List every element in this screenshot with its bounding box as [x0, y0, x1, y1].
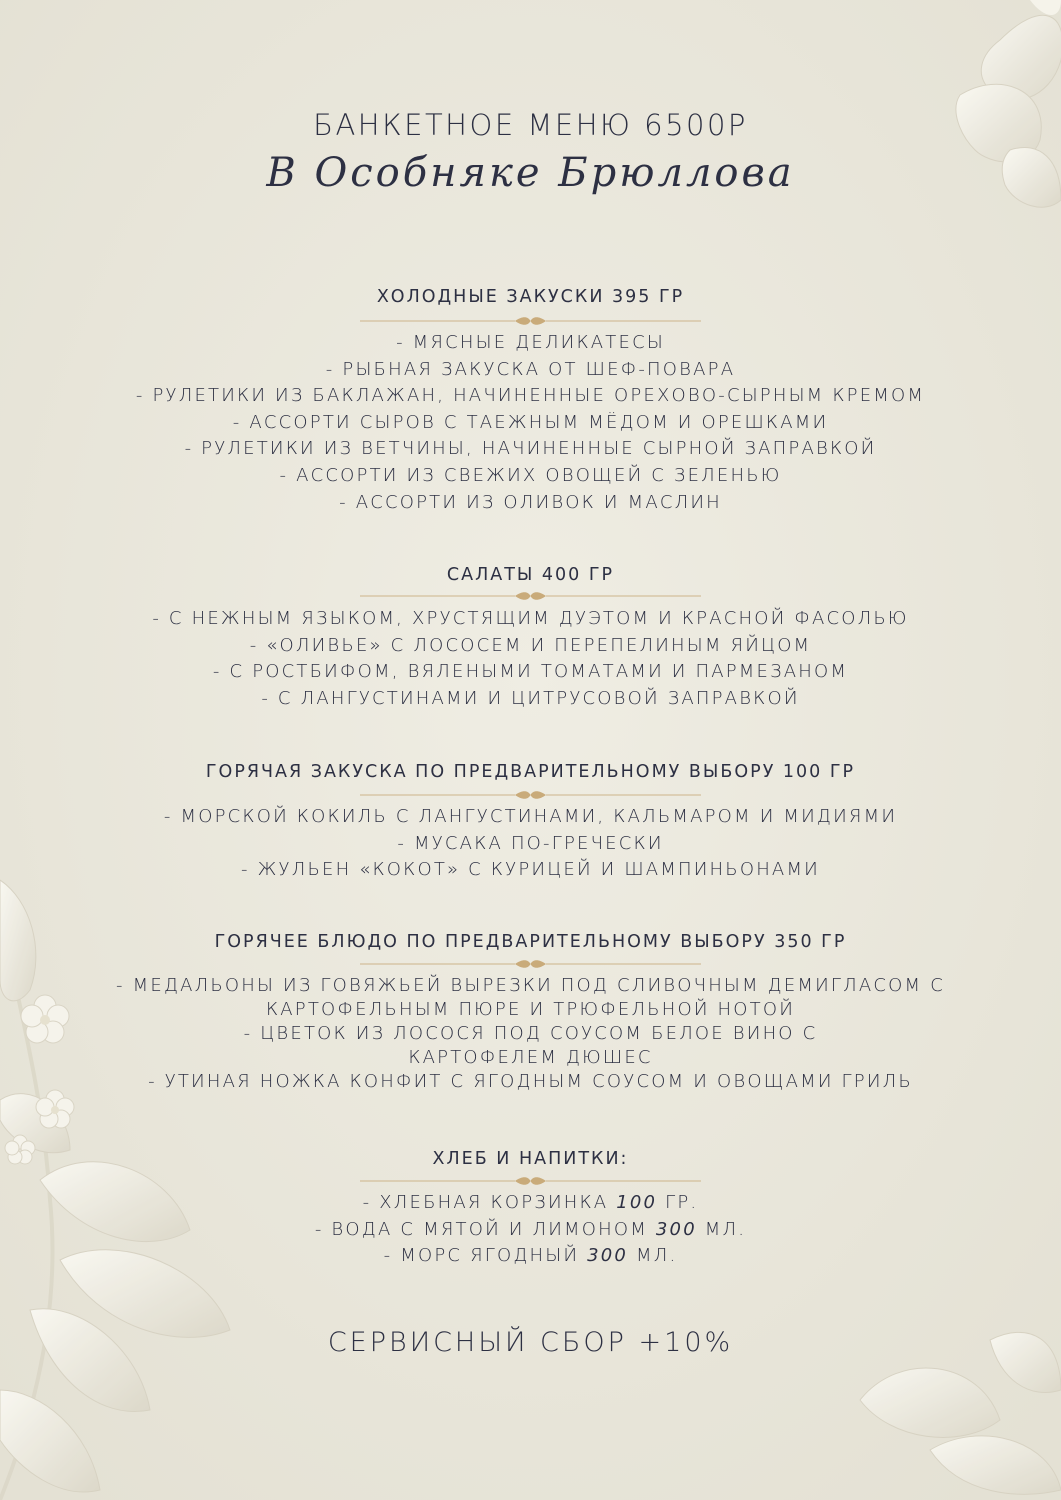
item-name: - ХЛЕБНАЯ КОРЗИНКА	[362, 1192, 617, 1213]
ornament-divider	[350, 790, 711, 800]
menu-item: - РУЛЕТИКИ ИЗ ВЕТЧИНЫ, НАЧИНЕННЫЕ СЫРНОЙ ЗАПРАВКОЙ	[184, 438, 877, 460]
service-charge-note: СЕРВИСНЫЙ СБОР +10%	[327, 1327, 734, 1358]
menu-item: - С РОСТБИФОМ, ВЯЛЕНЫМИ ТОМАТАМИ И ПАРМЕЗАНОМ	[212, 661, 849, 683]
menu-item: - С ЛАНГУСТИНАМИ И ЦИТРУСОВОЙ ЗАПРАВКОЙ	[261, 687, 800, 709]
menu-item: - АССОРТИ ИЗ СВЕЖИХ ОВОЩЕЙ С ЗЕЛЕНЬЮ	[279, 464, 782, 486]
menu-item: - РЫБНАЯ ЗАКУСКА ОТ ШЕФ-ПОВАРА	[325, 358, 736, 380]
menu-item: - ЖУЛЬЕН «КОКОТ» С КУРИЦЕЙ И ШАМПИНЬОНАМИ	[241, 859, 820, 881]
item-unit: МЛ.	[628, 1245, 678, 1267]
menu-item	[0, 1243, 1061, 1270]
item-amount: 100	[616, 1192, 658, 1213]
menu-item: - МУСАКА ПО-ГРЕЧЕСКИ	[397, 832, 664, 854]
menu-item: - УТИНАЯ НОЖКА КОНФИТ С ЯГОДНЫМ СОУСОМ И ОВОЩАМИ ГРИЛЬ	[148, 1071, 913, 1092]
menu-item-continuation: КАРТОФЕЛЕМ ДЮШЕС	[408, 1047, 653, 1068]
section-heading-salads: САЛАТЫ 400 ГР	[446, 565, 615, 585]
section-items-main-course	[0, 974, 1061, 1094]
section-items-hot-appetizer	[0, 804, 1061, 884]
menu-item: - «ОЛИВЬЕ» С ЛОСОСЕМ И ПЕРЕПЕЛИНЫМ ЯЙЦОМ	[249, 634, 812, 656]
item-unit: МЛ.	[696, 1218, 747, 1240]
section-heading-hot-appetizer: ГОРЯЧАЯ ЗАКУСКА ПО ПРЕДВАРИТЕЛЬНОМУ ВЫБОРУ 100 ГР	[205, 762, 856, 782]
menu-item: - С НЕЖНЫМ ЯЗЫКОМ, ХРУСТЯЩИМ ДУЭТОМ И КРАСНОЙ ФАСОЛЬЮ	[152, 608, 909, 629]
menu-item: - МОРСКОЙ КОКИЛЬ С ЛАНГУСТИНАМИ, КАЛЬМАРОМ И МИДИЯМИ	[163, 806, 898, 827]
menu-item: - РУЛЕТИКИ ИЗ БАКЛАЖАН, НАЧИНЕННЫЕ ОРЕХОВО-СЫРНЫМ КРЕМОМ	[135, 385, 926, 407]
section-heading-bread-drinks: ХЛЕБ И НАПИТКИ:	[432, 1149, 629, 1169]
section-items-cold-appetizers	[0, 330, 1061, 516]
item-name: - МОРС ЯГОДНЫЙ	[383, 1245, 588, 1267]
menu-item: - МЯСНЫЕ ДЕЛИКАТЕСЫ	[396, 332, 665, 353]
ornament-divider	[350, 316, 711, 326]
menu-item: - ЦВЕТОК ИЗ ЛОСОСЯ ПОД СОУСОМ БЕЛОЕ ВИНО С	[243, 1023, 818, 1044]
section-items-bread-drinks	[0, 1190, 1061, 1270]
menu-item: - АССОРТИ ИЗ ОЛИВОК И МАСЛИН	[339, 491, 722, 513]
item-unit: ГР.	[657, 1192, 699, 1213]
menu-item	[0, 1217, 1061, 1244]
item-amount: 300	[655, 1218, 697, 1240]
ornament-divider	[350, 959, 711, 969]
menu-title: БАНКЕТНОЕ МЕНЮ 6500Р	[313, 108, 748, 142]
ornament-divider	[350, 1176, 711, 1186]
ornament-divider	[350, 591, 711, 601]
menu-item-continuation: КАРТОФЕЛЬНЫМ ПЮРЕ И ТРЮФЕЛЬНОЙ НОТОЙ	[265, 999, 796, 1020]
menu-item: - МЕДАЛЬОНЫ ИЗ ГОВЯЖЬЕЙ ВЫРЕЗКИ ПОД СЛИВОЧНЫМ ДЕМИГЛАСОМ С	[116, 975, 945, 996]
venue-subtitle: В Особняке Брюллова	[266, 150, 795, 196]
section-heading-main-course: ГОРЯЧЕЕ БЛЮДО ПО ПРЕДВАРИТЕЛЬНОМУ ВЫБОРУ 350 ГР	[214, 932, 847, 952]
item-name: - ВОДА С МЯТОЙ И ЛИМОНОМ	[314, 1218, 656, 1240]
menu-item	[0, 1190, 1061, 1217]
section-heading-cold-appetizers: ХОЛОДНЫЕ ЗАКУСКИ 395 ГР	[376, 287, 685, 307]
section-items-salads	[0, 606, 1061, 712]
item-amount: 300	[587, 1245, 629, 1267]
menu-item: - АССОРТИ СЫРОВ С ТАЕЖНЫМ МЁДОМ И ОРЕШКАМИ	[232, 411, 829, 433]
